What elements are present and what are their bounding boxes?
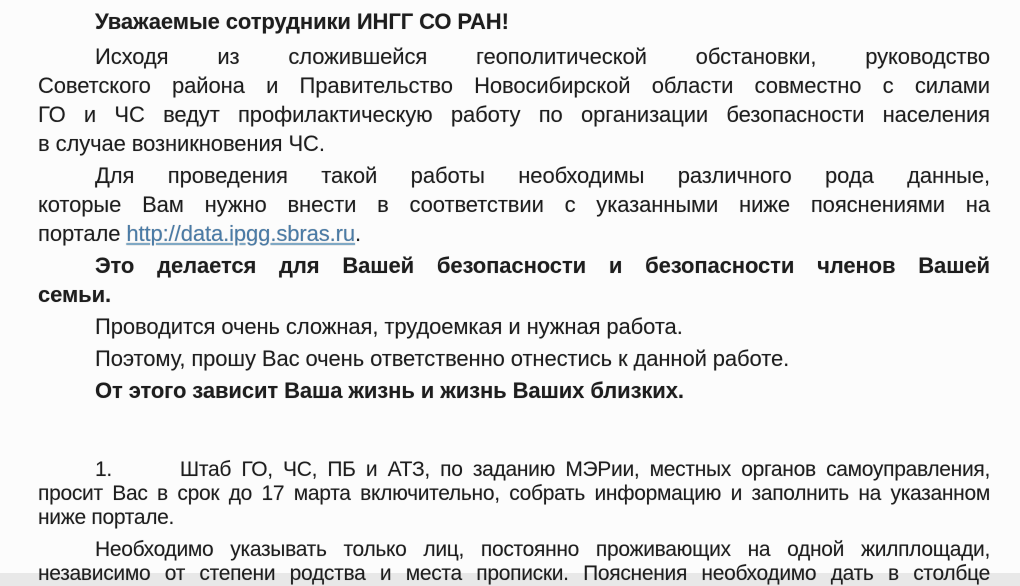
doc-heading: Уважаемые сотрудники ИНГГ СО РАН! <box>95 9 509 34</box>
item1-number: 1. <box>95 458 112 481</box>
para-life <box>38 376 990 405</box>
portal-link[interactable]: http://data.ipgg.sbras.ru <box>126 221 355 246</box>
para-portal-line-2: которые Вам нужно внести в соответствии с указанными ниже пояснениями на <box>38 192 990 217</box>
para-portal <box>38 161 990 248</box>
para-safety <box>38 251 990 309</box>
para-geopolitics-line-3: ГО и ЧС ведут профилактическую работу по организации безопасности населения <box>38 102 990 127</box>
para-persons <box>38 538 990 586</box>
para-item1-line-3: ниже портале. <box>38 506 175 529</box>
para-geopolitics <box>38 42 990 158</box>
para-item1-line-2: просит Вас в срок до 17 марта включительно, собрать информацию и заполнить на указанном <box>38 482 990 505</box>
para-geopolitics-line-1: Исходя из сложившейся геополитической обстановки, руководство <box>95 44 990 69</box>
para-responsibility <box>38 344 990 373</box>
para-geopolitics-line-4: в случае возникновения ЧС. <box>38 131 325 156</box>
portal-line-prefix: портале <box>38 221 127 246</box>
para-life-line-1: От этого зависит Ваша жизнь и жизнь Ваших близких. <box>95 378 684 403</box>
para-work-line-1: Проводится очень сложная, трудоемкая и нужная работа. <box>95 314 683 339</box>
para-item1 <box>38 458 990 530</box>
para-item1-line-1 <box>38 458 990 482</box>
para-safety-line-2: семьи. <box>38 282 112 307</box>
para-persons-line-1: Необходимо указывать только лиц, постоянно проживающих на одной жилплощади, <box>95 538 990 561</box>
para-geopolitics-line-2: Советского района и Правительство Новосибирской области совместно с силами <box>38 73 990 98</box>
para-portal-line-3 <box>38 219 990 248</box>
para-portal-line-1: Для проведения такой работы необходимы различного рода данные, <box>95 163 990 188</box>
para-responsibility-line-1: Поэтому, прошу Вас очень ответственно отнестись к данной работе. <box>95 346 790 371</box>
para-persons-line-2: независимо от степени родства и места прописки. Пояснения необходимо дать в столбце <box>38 562 990 585</box>
para-safety-line-1: Это делается для Вашей безопасности и безопасности членов Вашей <box>95 253 990 278</box>
portal-line-suffix: . <box>355 221 362 246</box>
item1-text: Штаб ГО, ЧС, ПБ и АТЗ, по заданию МЭРии, местных органов самоуправления, <box>179 458 990 481</box>
para-work <box>38 312 990 341</box>
